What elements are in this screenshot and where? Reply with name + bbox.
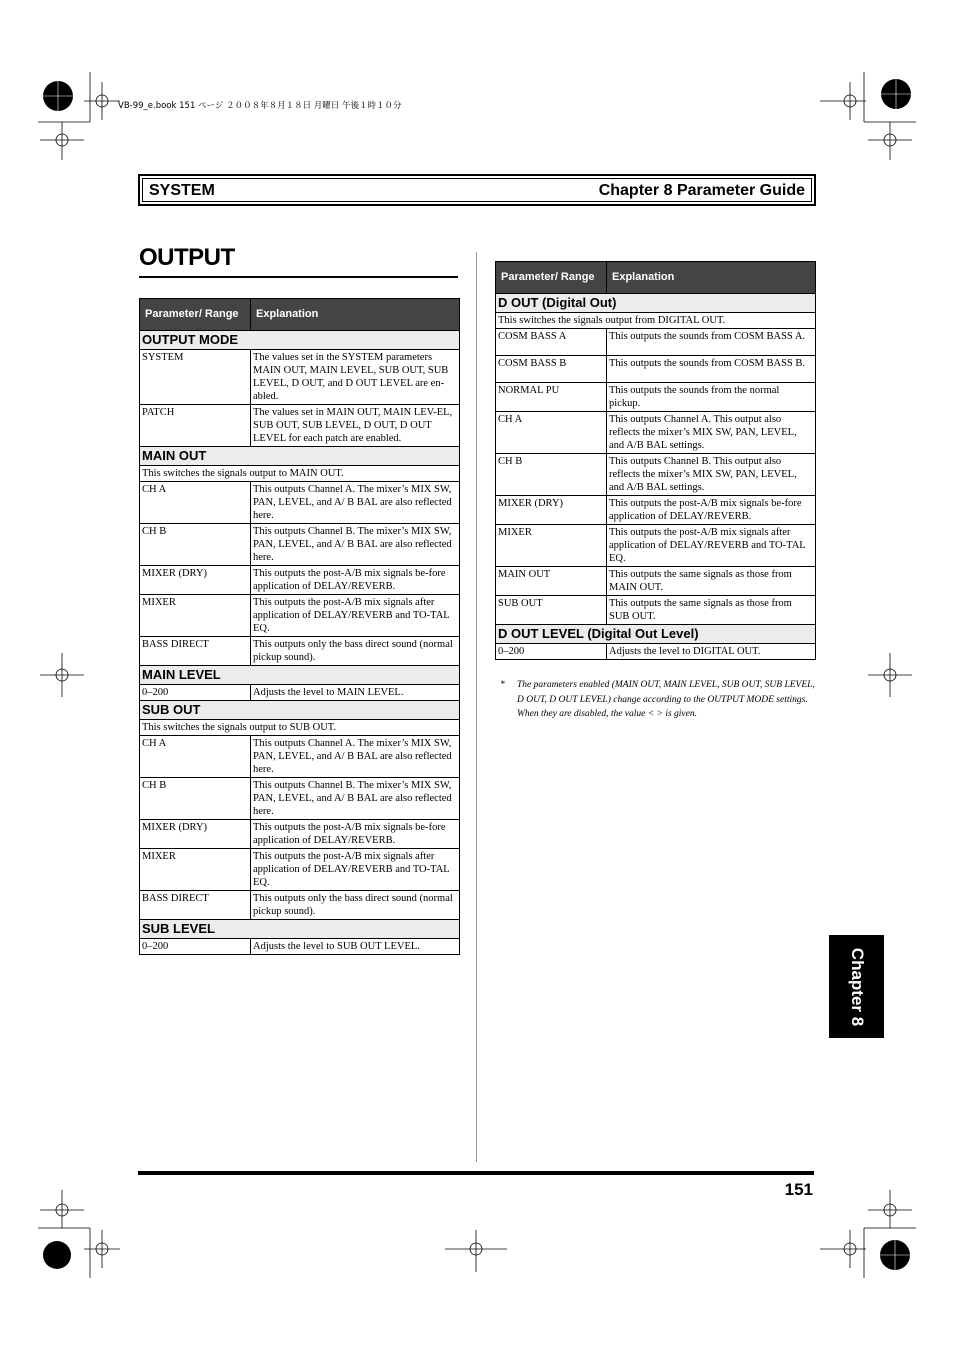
table-row: COSM BASS A This outputs the sounds from COSM BASS A. [496,329,816,356]
explanation-header: Explanation [607,262,816,294]
output-parameter-table [139,298,460,955]
print-info-line: VB-99_e.book 151 ページ ２００８年８月１８日 月曜日 午後１時１０分 [118,101,402,111]
title-rule [139,276,458,278]
table-row: CH B This outputs Channel B. The mixer’s MIX SW, PAN, LEVEL, and A/ B BAL are also reflected here. [140,524,460,566]
section-d-out-level: D OUT LEVEL (Digital Out Level) [496,625,816,644]
footnote-text-2: When they are disabled, the value < > is given. [517,709,697,720]
section-main-out: MAIN OUT [140,447,460,466]
chapter-label: Chapter 8 Parameter Guide [598,182,805,199]
table-header-row [496,262,816,294]
table-row: MIXER (DRY) This outputs the post-A/B mix signals be-fore application of DELAY/REVERB. [140,820,460,849]
table-row: MIXER (DRY) This outputs the post-A/B mix signals be-fore application of DELAY/REVERB. [496,496,816,525]
section-d-out: D OUT (Digital Out) [496,294,816,313]
table-row: CH B This outputs Channel B. The mixer’s MIX SW, PAN, LEVEL, and A/ B BAL are also reflected here. [140,778,460,820]
footer-rule [138,1171,814,1175]
table-header-row [140,299,460,331]
section-label: SYSTEM [149,182,215,199]
section-main-level: MAIN LEVEL [140,666,460,685]
chapter-side-tab [829,935,884,1038]
footnote-text-1: The parameters enabled (MAIN OUT, MAIN LEVEL, SUB OUT, SUB LEVEL, D OUT, D OUT LEVEL) change according to the OUTPUT MODE settings. [517,680,815,705]
footnote [500,678,815,722]
table-row: 0–200 Adjusts the level to SUB OUT LEVEL. [140,939,460,955]
table-row: CH A This outputs Channel A. The mixer’s MIX SW, PAN, LEVEL, and A/ B BAL are also reflected here. [140,736,460,778]
section-sub-out: SUB OUT [140,701,460,720]
page-header [138,174,816,206]
table-row: PATCH The values set in MAIN OUT, MAIN LEV-EL, SUB OUT, SUB LEVEL, D OUT, D OUT LEVEL for each patch are enabled. [140,405,460,447]
table-row: CH A This outputs Channel A. The mixer’s MIX SW, PAN, LEVEL, and A/ B BAL are also reflected here. [140,482,460,524]
table-row: BASS DIRECT This outputs only the bass direct sound (normal pickup sound). [140,637,460,666]
page-number: 151 [784,1180,813,1199]
table-row: CH B This outputs Channel B. This output also reflects the mixer’s MIX SW, PAN, LEVEL, and A/B BAL settings. [496,454,816,496]
explanation-header: Explanation [251,299,460,331]
section-sub-level: SUB LEVEL [140,920,460,939]
table-row: SYSTEM The values set in the SYSTEM parameters MAIN OUT, MAIN LEVEL, SUB OUT, SUB LEVEL, D OUT, and D OUT LEVEL are en-abled. [140,350,460,405]
param-header: Parameter/ Range [140,299,251,331]
table-row: MIXER (DRY) This outputs the post-A/B mix signals be-fore application of DELAY/REVERB. [140,566,460,595]
d-out-parameter-table [495,261,816,660]
column-divider [476,252,477,1162]
footnote-star: * [500,680,505,690]
table-row: CH A This outputs Channel A. This output also reflects the mixer’s MIX SW, PAN, LEVEL, and A/B BAL settings. [496,412,816,454]
table-row: 0–200 Adjusts the level to DIGITAL OUT. [496,644,816,660]
page-title: OUTPUT [139,244,235,271]
section-output-mode: OUTPUT MODE [140,331,460,350]
table-row: MIXER This outputs the post-A/B mix signals after application of DELAY/REVERB and TO-TAL EQ. [140,595,460,637]
table-row: COSM BASS B This outputs the sounds from COSM BASS B. [496,356,816,383]
table-row: 0–200 Adjusts the level to MAIN LEVEL. [140,685,460,701]
table-row: NORMAL PU This outputs the sounds from the normal pickup. [496,383,816,412]
table-row: MIXER This outputs the post-A/B mix signals after application of DELAY/REVERB and TO-TAL EQ. [496,525,816,567]
param-header: Parameter/ Range [496,262,607,294]
chapter-tab-label: Chapter 8 [847,947,867,1026]
table-row: BASS DIRECT This outputs only the bass direct sound (normal pickup sound). [140,891,460,920]
table-row: This switches the signals output from DIGITAL OUT. [496,313,816,329]
table-row: MAIN OUT This outputs the same signals as those from MAIN OUT. [496,567,816,596]
table-row: SUB OUT This outputs the same signals as those from SUB OUT. [496,596,816,625]
table-row: MIXER This outputs the post-A/B mix signals after application of DELAY/REVERB and TO-TAL EQ. [140,849,460,891]
table-row: This switches the signals output to SUB OUT. [140,720,460,736]
table-row: This switches the signals output to MAIN OUT. [140,466,460,482]
